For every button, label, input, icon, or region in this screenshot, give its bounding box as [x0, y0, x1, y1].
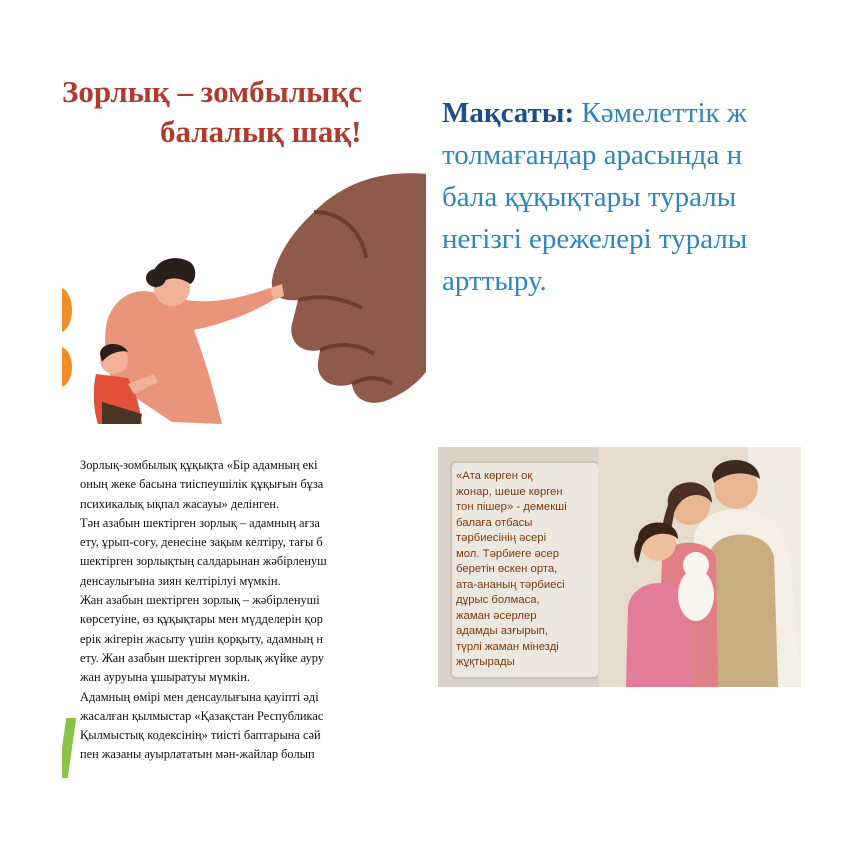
- article-line: психикалық ықпал жасауы» делінген.: [80, 496, 280, 511]
- article-line: Зорлық-зомбылық құқықта «Бір адамның екі: [80, 458, 318, 472]
- goal-line-3: бала құқықтары туралы: [442, 181, 737, 213]
- article-line: жан ауруына ұшыратуы мүмкін.: [80, 670, 251, 685]
- goal-line-5: арттыру.: [442, 265, 547, 297]
- poster-title-line1: Зорлық – зомбылықс: [62, 74, 363, 109]
- article-line: пен жазаны ауырлататын мән-жайлар болып: [80, 747, 315, 762]
- article-line: оның жеке басына тиіспеушілік құқығын бұза: [80, 477, 324, 492]
- goal-line-4: негізгі ережелері туралы: [442, 223, 748, 255]
- article-line: Адамның өмірі мен денсаулығына қауіпті әді: [80, 689, 319, 704]
- proverb-line: «Ата көрген оқ: [456, 470, 533, 482]
- proverb-line: жаман әсерлер: [456, 609, 537, 622]
- article-line: көрсетуіне, өз құқықтары мен мүдделерін қор: [80, 612, 323, 627]
- proverb-line: беретін өскен орта,: [456, 563, 558, 575]
- goal-text: [442, 92, 808, 302]
- article-panel: [62, 448, 427, 800]
- green-accent-decoration: [62, 718, 76, 778]
- goal-label: Мақсаты:: [442, 97, 575, 129]
- goal-panel: [438, 92, 808, 317]
- proverb-line: тон пішер» - демекші: [456, 501, 567, 513]
- goal-line-1: Кәмелеттік ж: [574, 97, 747, 129]
- article-line: Тән азабын шектірген зорлық – адамның ағза: [80, 515, 320, 530]
- proverb-line: ата-ананың тәрбиесі: [456, 578, 565, 591]
- article-line: Жан азабын шектірген зорлық – жәбірленуші: [80, 593, 320, 608]
- proverb-line: түрлі жаман мінезді: [456, 640, 559, 653]
- family-photo: [598, 447, 801, 687]
- proverb-line: жонар, шеше көрген: [456, 485, 563, 498]
- article-line: Қылмыстық кодексінің» тиісті баптарына сәй: [80, 728, 321, 743]
- article-line: ету, ұрып-соғу, денесіне зақым келтіру, тағы б: [80, 535, 323, 550]
- proverb-panel: [438, 447, 801, 687]
- article-line: шектірген зорлықтың салдарынан жәбірленуш: [80, 554, 327, 569]
- poster-illustration: [62, 62, 426, 424]
- proverb-line: дұрыс болмаса,: [456, 594, 540, 606]
- orange-decoration-icon: [62, 288, 72, 332]
- proverb-line: жұқтырады: [456, 656, 515, 668]
- goal-line-2: толмағандар арасында н: [442, 139, 743, 171]
- orange-decoration-icon: [62, 347, 72, 387]
- proverb-text: [456, 469, 606, 671]
- poster-panel: [62, 62, 426, 424]
- article-line: ету. Жан азабын шектірген зорлық жүйке ауру: [80, 650, 324, 665]
- poster-title-line2: балалық шақ!: [160, 114, 362, 149]
- article-line: жасалған қылмыстар «Қазақстан Республикас: [80, 708, 324, 723]
- article-body: [80, 456, 427, 765]
- proverb-line: балаға отбасы: [456, 516, 533, 529]
- proverb-line: тәрбиесінің әсері: [456, 532, 547, 544]
- proverb-line: адамды азғырып,: [456, 625, 549, 637]
- proverb-line: мол. Тәрбиеге әсер: [456, 547, 559, 560]
- article-line: денсаулығына зиян келтірілуі мүмкін.: [80, 573, 281, 588]
- article-line: ерік жігерін жасыту үшін қорқыту, адамның н: [80, 631, 323, 646]
- fist-illustration: [272, 173, 426, 403]
